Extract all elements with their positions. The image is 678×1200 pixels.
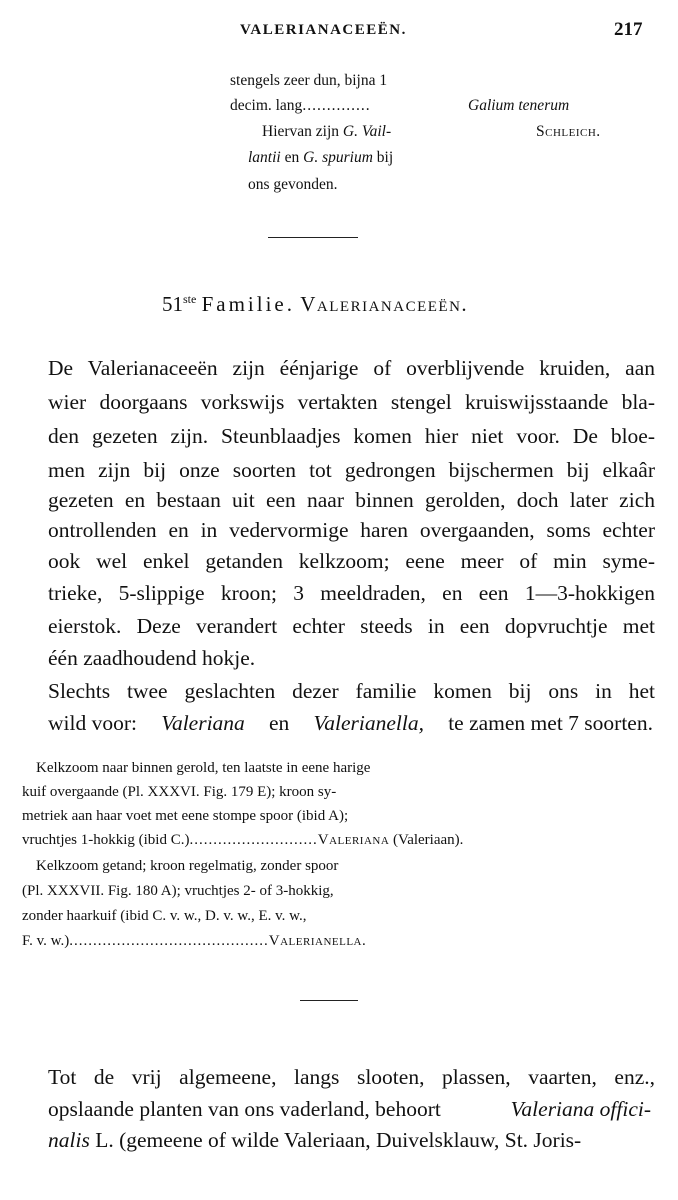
top-key-text: Hiervan zijn <box>262 123 343 140</box>
family-ordinal-suffix: ste <box>183 292 197 306</box>
genus-name: Valerianella, <box>313 711 424 735</box>
genus-name: Valeriana <box>161 711 245 735</box>
leader-dots: ........................... <box>189 832 318 848</box>
species-abbrev: G. spurium <box>303 149 373 166</box>
genus-name: Valerianella. <box>268 933 367 949</box>
body-line: één zaadhoudend hokje. <box>48 646 256 670</box>
body-text: opslaande planten van ons vaderland, behoort <box>48 1097 441 1121</box>
page-number: 217 <box>614 19 643 40</box>
species-abbrev: G. Vail- <box>342 123 392 140</box>
key-line: metriek aan haar voet met eene stompe spoor (ibid A); <box>22 808 349 824</box>
body-text: en <box>269 711 290 735</box>
species-epithet: lantii <box>248 149 281 166</box>
family-ordinal: 51 <box>162 292 183 316</box>
running-title: VALERIANACEEËN. <box>240 22 407 38</box>
body-line: ook wel enkel getanden kelkzoom; eene meer of min syme- <box>48 549 655 573</box>
body-text: L. (gemeene of wilde Valeriaan, Duivelsklauw, St. Joris- <box>89 1128 582 1152</box>
key-line <box>22 933 366 950</box>
top-key-line <box>262 123 391 141</box>
key-text: F. v. w.) <box>22 933 70 949</box>
key-text: vruchtjes 1-hokkig (ibid C.) <box>22 832 190 848</box>
body-line: De Valerianaceeën zijn éénjarige of overblijvende kruiden, aan <box>48 356 655 380</box>
top-key-line: stengels zeer dun, bijna 1 <box>230 72 388 89</box>
key-line: Kelkzoom naar binnen gerold, ten laatste in eene harige <box>36 760 371 776</box>
leader-dots: .............. <box>302 97 371 114</box>
top-key-line <box>230 97 371 115</box>
body-line: Slechts twee geslachten dezer familie komen bij ons in het <box>48 679 655 703</box>
key-line: kuif overgaande (Pl. XXXVI. Fig. 179 E); kroon sy- <box>22 784 337 800</box>
top-key-text: bij <box>372 149 394 166</box>
body-line: wier doorgaans vorkswijs vertakten stengel kruiswijsstaande bla- <box>48 390 655 414</box>
body-line: Tot de vrij algemeene, langs slooten, plassen, vaarten, enz., <box>48 1065 655 1089</box>
genus-name: Valeriana <box>317 832 390 848</box>
leader-dots: .......................................... <box>69 933 269 949</box>
body-text: te zamen met 7 soorten. <box>448 711 653 735</box>
top-key-text: decim. lang <box>230 97 303 114</box>
key-line <box>22 832 463 849</box>
body-text: wild voor: <box>48 711 137 735</box>
divider-rule <box>300 1000 358 1001</box>
top-key-line: ons gevonden. <box>248 176 338 193</box>
body-line <box>48 711 653 736</box>
body-line: trieke, 5-slippige kroon; 3 meeldraden, en een 1—3-hokkigen <box>48 581 655 605</box>
family-word: Familie. <box>201 292 296 316</box>
body-line: den gezeten zijn. Steunblaadjes komen hier niet voor. De bloe- <box>48 424 655 448</box>
key-line: (Pl. XXXVII. Fig. 180 A); vruchtjes 2- of 3-hokkig, <box>22 883 334 899</box>
key-line: zonder haarkuif (ibid C. v. w., D. v. w., E. v. w., <box>22 908 307 924</box>
body-line: men zijn bij onze soorten tot gedrongen bijschermen bij elkaâr <box>48 458 655 482</box>
species-name: Valeriana offici- <box>510 1097 651 1121</box>
key-line: Kelkzoom getand; kroon regelmatig, zonder spoor <box>36 858 339 874</box>
common-name: (Valeriaan). <box>389 832 464 848</box>
top-key-line <box>248 149 393 167</box>
body-line: eierstok. Deze verandert echter steeds in een dopvruchtje met <box>48 614 655 638</box>
body-line: ontrollenden en in vedervormige haren overgaanden, soms echter <box>48 518 655 542</box>
body-line: gezeten en bestaan uit een naar binnen gerolden, doch later zich <box>48 488 655 512</box>
divider-rule <box>268 237 358 238</box>
species-epithet: nalis <box>48 1128 90 1152</box>
family-name: Valerianaceeën. <box>300 292 469 316</box>
body-line <box>48 1097 651 1122</box>
conjunction: en <box>280 149 304 166</box>
species-author: Schleich. <box>536 123 601 140</box>
species-name: Galium tenerum <box>468 97 570 114</box>
body-line <box>48 1128 655 1153</box>
family-heading <box>162 292 468 317</box>
